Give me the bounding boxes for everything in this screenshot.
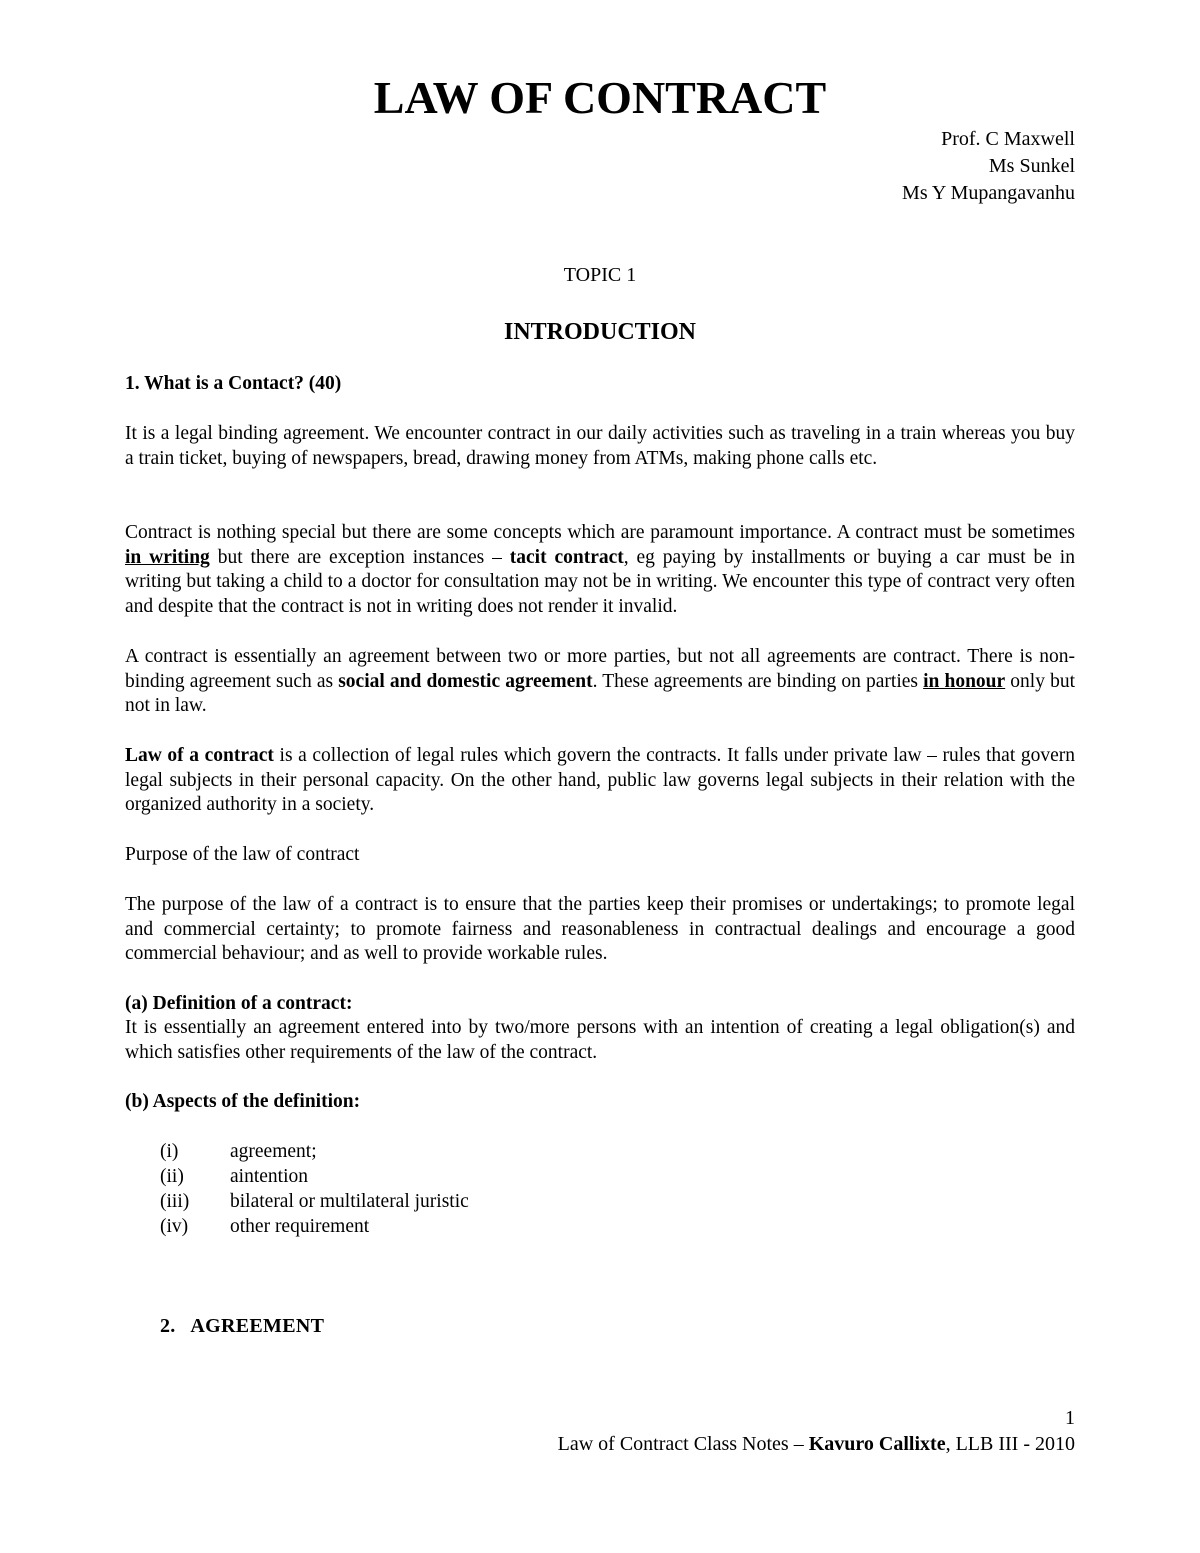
section-1-heading: 1. What is a Contact? (40) — [125, 373, 342, 394]
text-run: only but not in law. — [125, 670, 1075, 717]
footer-text: Law of Contract Class Notes – — [557, 1433, 809, 1455]
section-2-heading: 2. AGREEMENT — [160, 1315, 325, 1337]
list-item — [160, 1215, 369, 1240]
text-run: Contract is nothing special but there are some concepts which are paramount importance. A contract must be sometimes — [125, 522, 1075, 543]
footer-author: Kavuro Callixte — [808, 1433, 946, 1455]
purpose-paragraph: The purpose of the law of a contract is to ensure that the parties keep their promises or undertakings; to promote legal and commercial certainty; to promote fairness and reasonableness in contractual dealings and encourage a good commercial behaviour; and as well to provide workable rules. — [125, 894, 1075, 965]
text-run: but there are exception instances – — [209, 546, 510, 568]
list-item — [160, 1190, 469, 1215]
list-text: bilateral or multilateral juristic — [230, 1191, 469, 1212]
paragraph-3 — [125, 645, 1075, 719]
text-run: . These agreements are binding on parties — [592, 670, 924, 692]
purpose-heading: Purpose of the law of contract — [125, 844, 360, 865]
paragraph-1: It is a legal binding agreement. We encounter contract in our daily activities such as traveling in a train whereas you buy a train ticket, buying of newspapers, bread, drawing money from ATMs, making phone calls etc. — [125, 423, 1075, 469]
list-text: agreement; — [230, 1141, 317, 1162]
document-title: LAW OF CONTRACT — [373, 72, 827, 123]
emphasis-text: tacit contract — [509, 546, 624, 568]
definition-paragraph: It is essentially an agreement entered into by two/more persons with an intention of creating a legal obligation(s) and which satisfies other requirements of the law of the contract. — [125, 1017, 1075, 1063]
page-number: 1 — [1065, 1407, 1075, 1429]
paragraph-2 — [125, 521, 1075, 620]
emphasis-text: in honour — [923, 670, 1006, 692]
emphasis-text: social and domestic agreement — [338, 670, 593, 692]
list-item — [160, 1140, 317, 1165]
paragraph-4 — [125, 744, 1075, 818]
text-run: is a collection of legal rules which govern the contracts. It falls under private law – rules that govern legal subjects in their personal capacity. On the other hand, public law governs legal subjects in their relation with the organized authority in a society. — [125, 745, 1075, 816]
author-name: Ms Sunkel — [988, 155, 1075, 177]
text-run: , eg paying by installments or buying a car must be in writing but taking a child to a doctor for consultation may not be in writing. We encounter this type of contract very often and despite that the contract is not in writing does not render it invalid. — [125, 546, 1075, 618]
author-name: Ms Y Mupangavanhu — [902, 182, 1075, 204]
aspects-heading: (b) Aspects of the definition: — [125, 1091, 361, 1112]
author-name: Prof. C Maxwell — [941, 128, 1075, 150]
list-number: (iv) — [160, 1216, 189, 1237]
page-footer — [558, 1431, 1075, 1457]
topic-label: TOPIC 1 — [563, 264, 637, 286]
section-title: INTRODUCTION — [503, 319, 697, 345]
text-run: A contract is essentially an agreement between two or more parties, but not all agreements are contract. There is non-binding agreement such as — [125, 646, 1075, 692]
list-number: (ii) — [160, 1166, 184, 1187]
emphasis-text: in writing — [125, 546, 210, 568]
list-text: aintention — [230, 1166, 308, 1187]
list-number: (iii) — [160, 1191, 190, 1212]
list-number: (i) — [160, 1141, 179, 1162]
definition-heading: (a) Definition of a contract: — [125, 993, 353, 1014]
emphasis-text: Law of a contract — [125, 745, 274, 766]
author-list — [902, 126, 1075, 207]
list-item — [160, 1165, 308, 1190]
footer-text: , LLB III - 2010 — [945, 1433, 1075, 1455]
list-text: other requirement — [230, 1216, 370, 1237]
